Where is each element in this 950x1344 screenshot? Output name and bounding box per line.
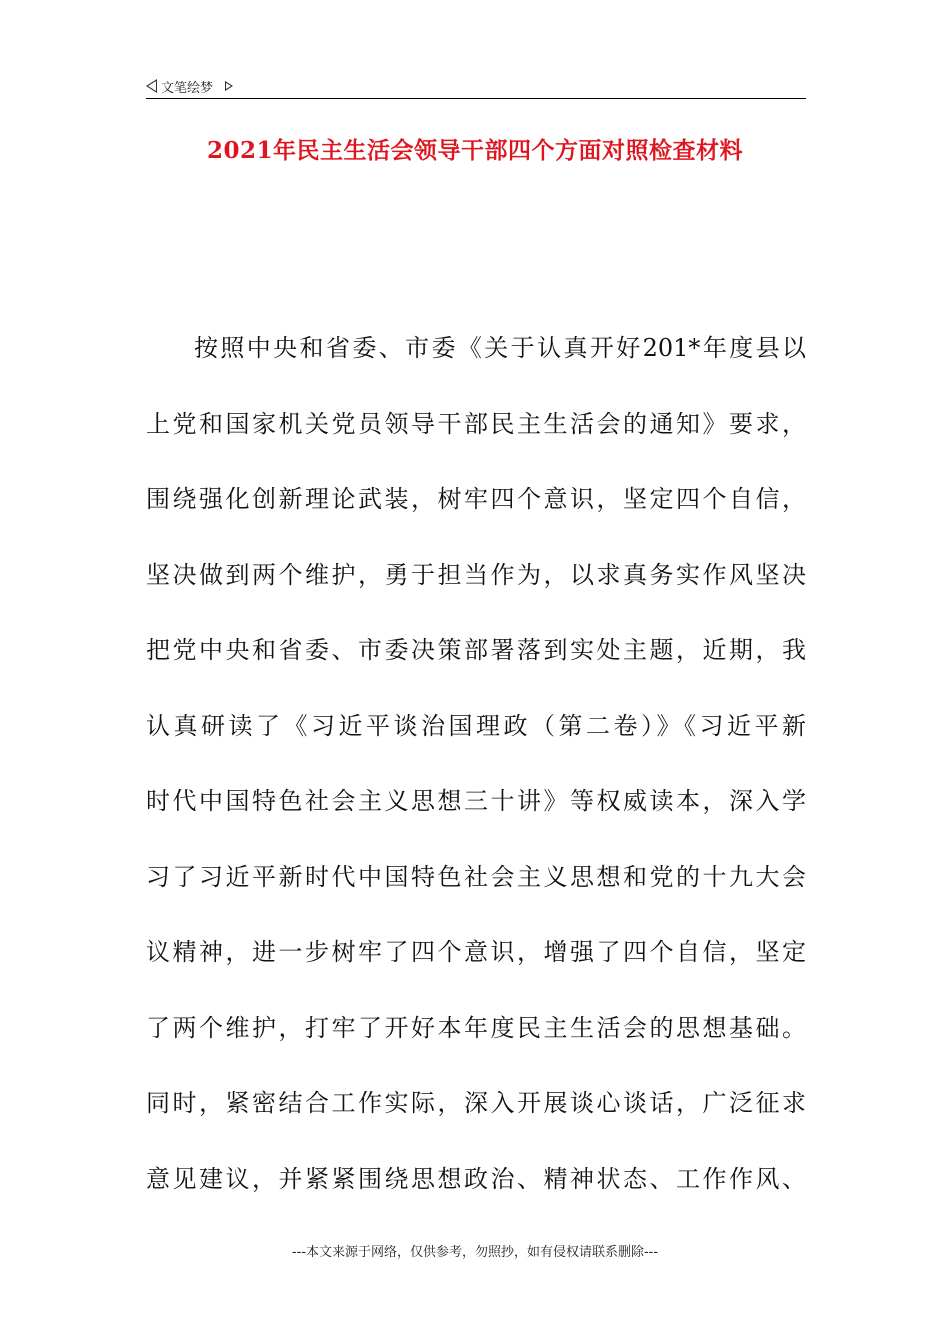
- body-line: 议精神，进一步树牢了四个意识，增强了四个自信，坚定: [146, 938, 806, 966]
- body-line: 习了习近平新时代中国特色社会主义思想和党的十九大会: [146, 862, 806, 891]
- page-header: [146, 74, 233, 98]
- document-title: 2021年民主生活会领导干部四个方面对照检查材料: [206, 137, 743, 164]
- body-line: 上党和国家机关党员领导干部民主生活会的通知》要求，: [146, 409, 806, 438]
- body-line: 时代中国特色社会主义思想三十讲》等权威读本，深入学: [146, 787, 806, 815]
- body-line: 围绕强化创新理论武装，树牢四个意识，坚定四个自信，: [146, 485, 806, 513]
- body-line: 坚决做到两个维护，勇于担当作为，以求真务实作风坚决: [146, 560, 806, 589]
- body-line: 了两个维护，打牢了开好本年度民主生活会的思想基础。: [146, 1013, 806, 1042]
- body-line: 把党中央和省委、市委决策部署落到实处主题，近期，我: [146, 636, 806, 664]
- body-line: 同时，紧密结合工作实际，深入开展谈心谈话，广泛征求: [146, 1089, 806, 1117]
- document-body: [146, 322, 806, 1228]
- header-brand: 文笔绘梦: [161, 80, 214, 96]
- body-line: 认真研读了《习近平谈治国理政（第二卷）》《习近平新: [146, 711, 806, 740]
- triangle-left-icon: [146, 79, 157, 93]
- triangle-right-icon: [225, 81, 233, 91]
- body-line: 按照中央和省委、市委《关于认真开好201*年度县以: [194, 334, 806, 362]
- page-footer: ---本文来源于网络，仅供参考，勿照抄，如有侵权请联系删除---: [291, 1245, 659, 1260]
- body-line: 意见建议，并紧紧围绕思想政治、精神状态、工作作风、: [146, 1164, 806, 1193]
- header-divider: [146, 98, 806, 99]
